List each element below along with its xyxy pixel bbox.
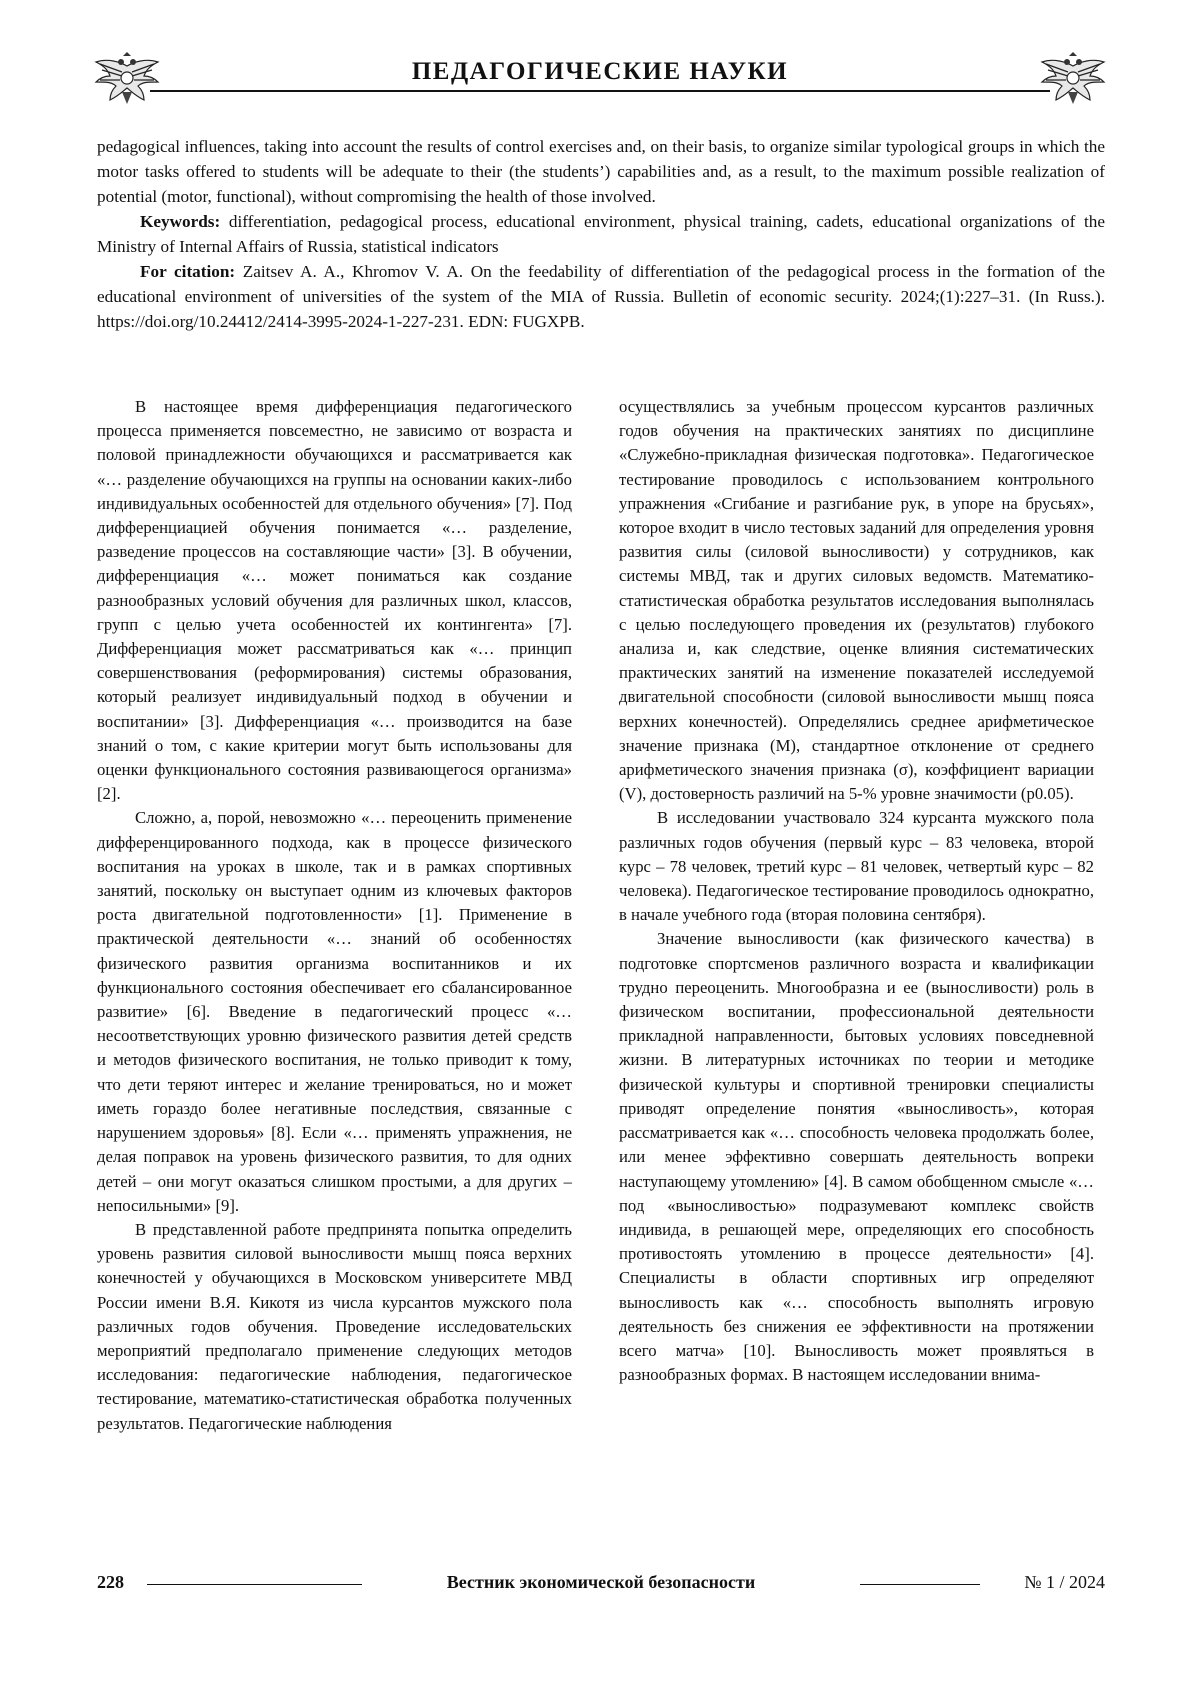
body-column-right (619, 395, 1094, 1387)
body-column-left (97, 395, 572, 1436)
issue-number: № 1 / 2024 (1024, 1572, 1105, 1592)
page-number: 228 (97, 1572, 124, 1592)
keywords (97, 209, 1105, 259)
running-footer (97, 1572, 1105, 1602)
journal-title: Вестник экономической безопасности (446, 1572, 756, 1592)
abstract-block (97, 134, 1105, 334)
paragraph: В представленной работе предпринята попытка определить уровень развития силовой выносливости мышц пояса верхних конечностей у обучающихся в Московском университете МВД России имени В.Я. Кикотя из числа курсантов мужского пола различных годов обучения. Проведение исследовательских мероприятий предполагало применение следующих методов исследования: педагогические наблюдения, педагогическое тестирование, математико-статистическая обработка полученных результатов. Педагогические наблюдения (97, 1219, 572, 1433)
keywords-label: Keywords: (140, 212, 221, 231)
abstract-text: pedagogical influences, taking into account the results of control exercises and, on their basis, to organize similar typological groups in which the motor tasks offered to students will be adequate to their (the students’) capabilities and, as a result, to the maximum possible realization of potential (motor, functional), without compromising the health of those involved. (97, 137, 1105, 206)
header-rule (150, 90, 1050, 92)
paragraph: В настоящее время дифференциация педагогического процесса применяется повсеместно, не зависимо от возраста и половой принадлежности обучающихся и рассматривается как «… разделение обучающихся на группы на основании каких-либо индивидуальных особенностей для отдельного обучения» [7]. Под дифференциацией обучения понимается «… разделение, разведение процессов на составляющие части» [3]. В обучении, дифференциация «… может пониматься как создание разнообразных условий обучения для различных школ, классов, групп с целью учета особенностей их контингента» [7]. Дифференциация может рассматриваться как «… принцип совершенствования (реформирования) системы образования, который реализует индивидуальный подход в обучении и воспитании» [3]. Дифференциация «… производится на базе знаний о том, с какие критерии могут быть использованы для оценки функционального состояния развивающегося организма» [2]. (97, 397, 572, 804)
paragraph: В исследовании участвовало 324 курсанта мужского пола различных годов обучения (первый курс – 83 человека, второй курс – 78 человек, третий курс – 81 человек, четвертый курс – 82 человека). Педагогическое тестирование проводилось однократно, в начале учебного года (вторая половина сентября). (619, 808, 1094, 925)
section-title: ПЕДАГОГИЧЕСКИЕ НАУКИ (411, 58, 789, 85)
paragraph: Значение выносливости (как физического качества) в подготовке спортсменов различного возраста и квалификации трудно переоценить. Многообразна и ее (выносливости) роль в физическом воспитании, профессиональной деятельности прикладной направленности, бытовых условиях повседневной жизни. В литературных источниках по теории и методике физической культуры и спортивной тренировки специалисты приводят определение понятия «выносливость», которая рассматривается как «… способность человека продолжать более, или менее эффективно совершать деятельность вопреки наступающему утомлению» [4]. В самом обобщенном смысле «… под «выносливостью» подразумевают комплекс свойств индивида, в решающей мере, определяющих его способность противостоять утомлению в процессе деятельности» [4]. Специалисты в области спортивных игр определяют выносливость как «… способность выполнять игровую деятельность без снижения ее эффективности на протяжении всего матча» [10]. Выносливость может проявляться в разнообразных формах. В настоящем исследовании внима- (619, 929, 1094, 1385)
mvd-eagle-emblem-icon (1038, 52, 1108, 110)
citation-label: For citation: (140, 262, 236, 281)
keywords-text: differentiation, pedagogical process, educational environment, physical training, cadets, educational organizations of the Ministry of Internal Affairs of Russia, statistical indicators (97, 212, 1105, 256)
running-header (92, 52, 1108, 112)
citation-text: Zaitsev A. A., Khromov V. A. On the feedability of differentiation of the pedagogical process in the formation of the educational environment of universities of the system of the MIA of Russia. Bulletin of economic security. 2024;(1):227–31. (In Russ.). https://doi.org/10.24412/2414-3995-2024-1-227-231. EDN: FUGXPB. (97, 262, 1106, 331)
citation (97, 259, 1105, 334)
footer-rule-right (860, 1584, 980, 1585)
paragraph: Сложно, а, порой, невозможно «… переоценить применение дифференцированного подхода, как в процессе физического воспитания на уроках в школе, так и в рамках спортивных занятий, поскольку он выступает одним из ключевых факторов роста двигательной подготовленности» [1]. Применение в практической деятельности «… знаний об особенностях физического развития организма воспитанников и их функционального состояния обеспечивает его сбалансированное развитие» [6]. Введение в педагогический процесс «… несоответствующих уровню физического развития детей средств и методов физического воспитания, не только приводит к тому, что дети теряют интерес и желание тренироваться, но и может иметь гораздо более негативные последствия, связанные с нарушением здоровья» [8]. Если «… применять упражнения, не делая поправок на уровень физического развития, то для одних детей – они могут оказаться слишком простыми, а для других – непосильными» [9]. (97, 808, 572, 1215)
paragraph: осуществлялись за учебным процессом курсантов различных годов обучения на практических занятиях по дисциплине «Служебно-прикладная физическая подготовка». Педагогическое тестирование проводилось с использованием контрольного упражнения «Сгибание и разгибание рук, в упоре на брусьях», которое входит в число тестовых заданий для определения уровня развития силы (силовой выносливости) у сотрудников, как системы МВД, так и других силовых ведомств. Математико-статистическая обработка результатов исследования выполнялась с целью последующего проведения их (результатов) глубокого анализа и, как следствие, оценке влияния систематических практических занятий на изменение показателей исследуемой двигательной способности (силовой выносливости мышц пояса верхних конечностей). Определялись среднее арифметическое значение признака (М), стандартное отклонение от среднего арифметического значения признака (σ), коэффициент вариации (V), достоверность различий на 5-% уровне значимости (р0.05). (619, 397, 1094, 804)
